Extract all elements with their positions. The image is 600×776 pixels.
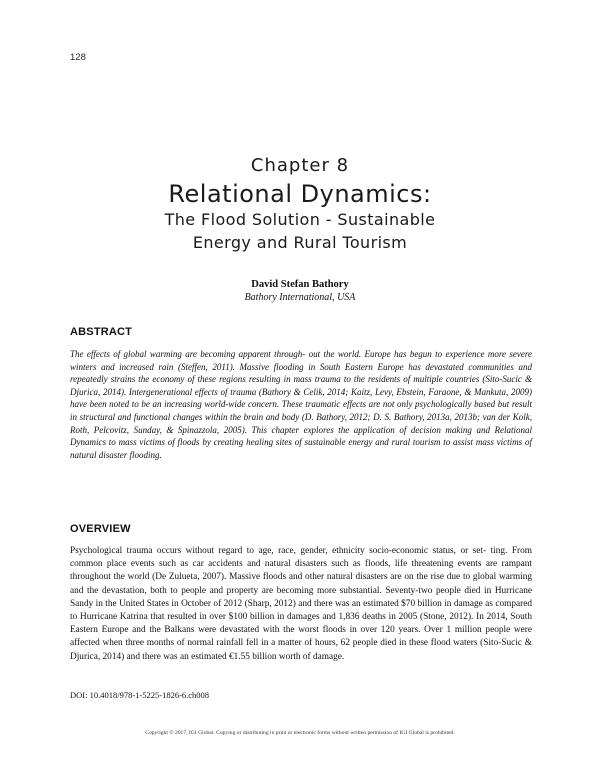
overview-text: Psychological trauma occurs without regard to age, race, gender, ethnicity socio-economic status, or set- ting. From common place events such as car accidents and natural disasters such as floods, life threatening events are rampant throughout the world (De Zulueta, 2007). Massive floods and other natural disasters are on the rise due to global warming and the devastation, both to people and property are becoming more substantial. Seventy-two people died in Hurricane Sandy in the United States in October of 2012 (Sharp, 2012) and there was an estimated $70 billion in damage as compared to Hurricane Katrina that resulted in over $100 billion in damages and 1,836 deaths in 2005 (Stone, 2012). In 2014, South Eastern Europe and the Balkans were devastated with the worst floods in over 120 years. Over 1 million people were affected when three months of normal rainfall fell in a matter of hours, 62 people died in these flood waters (Sito-Sucic & Djurica, 2014) and there was an estimated €1.55 billion worth of damage. bbox=[70, 546, 532, 662]
chapter-subtitle-line2: Energy and Rural Tourism bbox=[192, 233, 408, 252]
overview-heading: OVERVIEW bbox=[70, 523, 131, 535]
chapter-subtitle-line1: The Flood Solution - Sustainable bbox=[164, 210, 436, 229]
copyright-notice: Copyright © 2017, IGI Global. Copying or distributing in print or electronic forms without written permission of IGI Global is prohibited. bbox=[145, 730, 455, 736]
author-affiliation: Bathory International, USA bbox=[244, 292, 356, 303]
abstract-heading: ABSTRACT bbox=[70, 326, 133, 338]
page-number: 128 bbox=[70, 52, 86, 63]
abstract-text: The effects of global warming are becoming apparent through- out the world. Europe has begun to experience more severe winters and increased rain (Steffen, 2011). Massive flooding in South Eastern Europe has devastated communities and repeatedly strains the economy of these regions resulting in mass trauma to the residents of multiple countries (Sito-Sucic & Djurica, 2014). Intergenerational effects of trauma (Bathory & Celik, 2014; Kaitz, Levy, Ebstein, Faraone, & Mankuta, 2009) have been noted to be an increasing world-wide concern. These traumatic effects are not only psychologically based but result in structural and functional changes within the brain and body (D. Bathory, 2012; D. S. Bathory, 2013a, 2013b; van der Kolk, Roth, Pelcovitz, Sunday, & Spinazzola, 2005). This chapter explores the application of decision making and Relational Dynamics to mass victims of floods by creating healing sites of sustainable energy and rural tourism to assist mass victims of natural disaster flooding. bbox=[70, 349, 532, 460]
chapter-label: Chapter 8 bbox=[250, 155, 350, 176]
doi: DOI: 10.4018/978-1-5225-1826-6.ch008 bbox=[70, 690, 210, 700]
chapter-title: Relational Dynamics: bbox=[168, 180, 432, 208]
author-name: David Stefan Bathory bbox=[251, 279, 349, 290]
